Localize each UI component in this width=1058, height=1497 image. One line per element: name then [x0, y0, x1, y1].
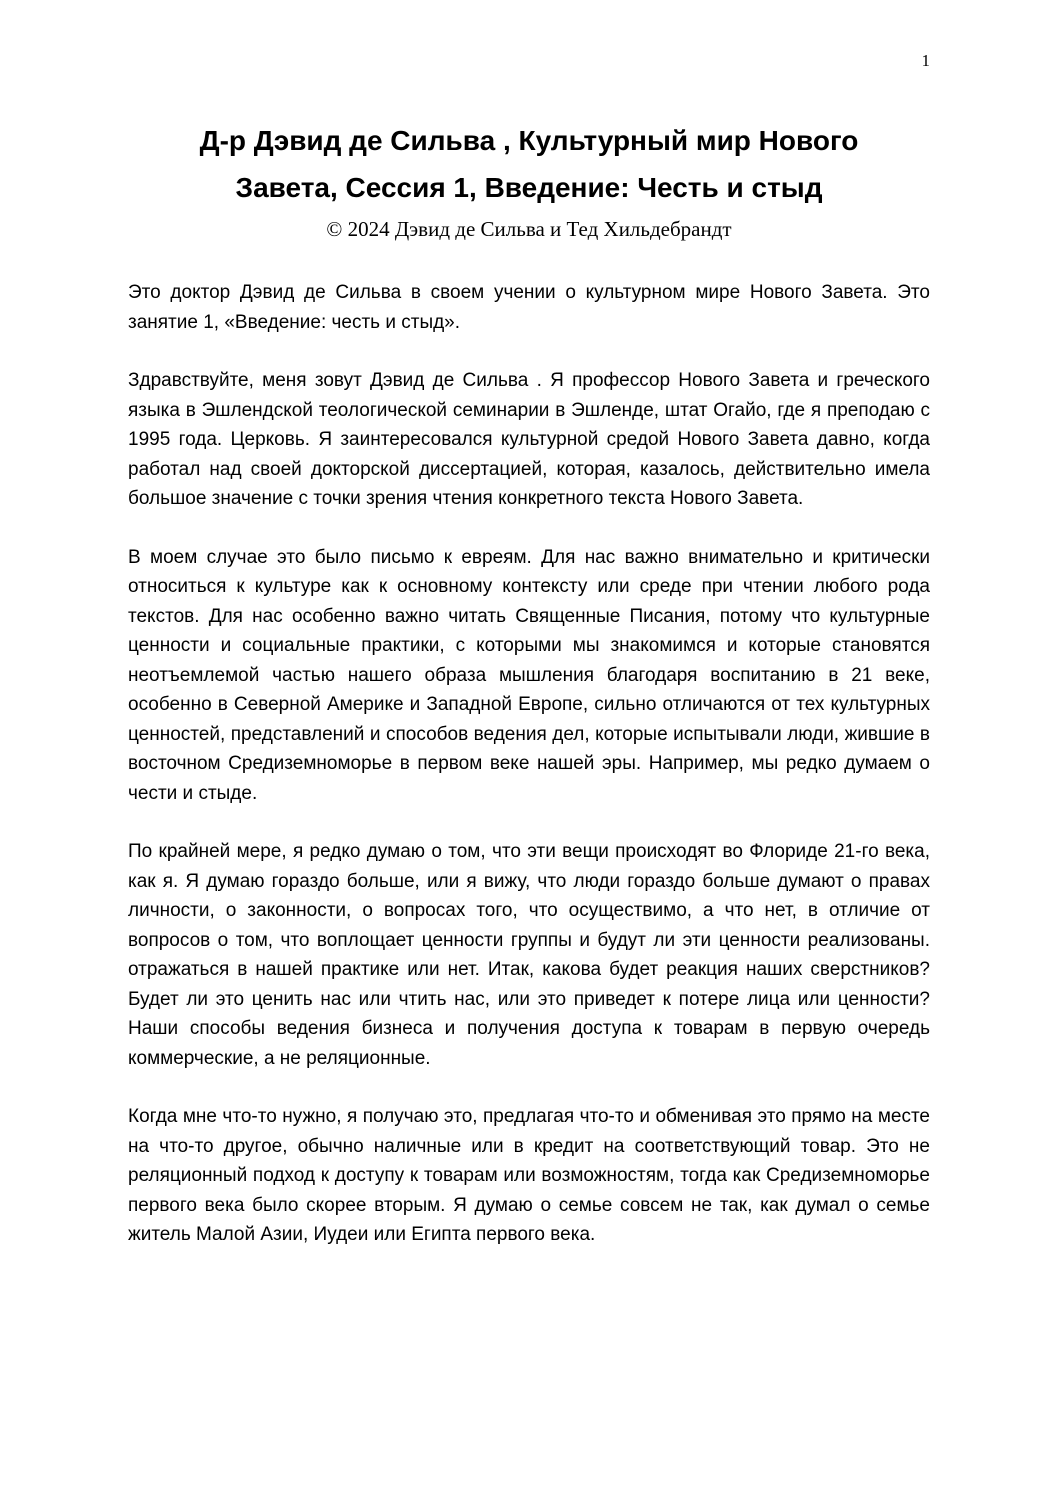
paragraph: В моем случае это было письмо к евреям. Для нас важно внимательно и критически относиться к культуре как к основному контексту или среде при чтении любого рода текстов. Для нас особенно важно читать Священные Писания, потому что культурные ценности и социальные практики, с которыми мы знакомимся и которые становятся неотъемлемой частью нашего образа мышления благодаря воспитанию в 21 веке, особенно в Северной Америке и Западной Европе, сильно отличаются от тех культурных ценностей, представлений и способов ведения дел, которые испытывали люди, жившие в восточном Средиземноморье в первом веке нашей эры. Например, мы редко думаем о чести и стыде. [128, 546, 930, 804]
document-title: Д-р Дэвид де Сильва , Культурный мир Нового Завета, Сессия 1, Введение: Честь и стыд [199, 125, 859, 203]
copyright-line: © 2024 Дэвид де Сильва и Тед Хильдебрандт [326, 217, 732, 241]
paragraph: Здравствуйте, меня зовут Дэвид де Сильва . Я профессор Нового Завета и греческого языка в Эшлендской теологической семинарии в Эшленде, штат Огайо, где я преподаю с 1995 года. Церковь. Я заинтересовался культурной средой Нового Завета давно, когда работал над своей докторской диссертацией, которая, казалось, действительно имела большое значение с точки зрения чтения конкретного текста Нового Завета. [128, 370, 930, 510]
paragraph: По крайней мере, я редко думаю о том, что эти вещи происходят во Флориде 21-го века, как я. Я думаю гораздо больше, или я вижу, что люди гораздо больше думают о правах личности, о законности, о вопросах того, что осуществимо, а что нет, в отличие от вопросов о том, что воплощает ценности группы и будут ли эти ценности реализованы. отражаться в нашей практике или нет. Итак, какова будет реакция наших сверстников? Будет ли это ценить нас или чтить нас, или это приведет к потере лица или ценности? Наши способы ведения бизнеса и получения доступа к товарам в первую очередь коммерческие, а не реляционные. [128, 841, 930, 1069]
document-body [128, 278, 930, 1250]
paragraph: Это доктор Дэвид де Сильва в своем учении о культурном мире Нового Завета. Это занятие 1, «Введение: честь и стыд». [128, 282, 930, 333]
paragraph: Когда мне что-то нужно, я получаю это, предлагая что-то и обменивая это прямо на месте на что-то другое, обычно наличные или в кредит на соответствующий товар. Это не реляционный подход к доступу к товарам или возможностям, тогда как Средиземноморье первого века было скорее вторым. Я думаю о семье совсем не так, как думал о семье житель Малой Азии, Иудеи или Египта первого века. [128, 1106, 930, 1246]
page-number: 1 [921, 51, 930, 70]
